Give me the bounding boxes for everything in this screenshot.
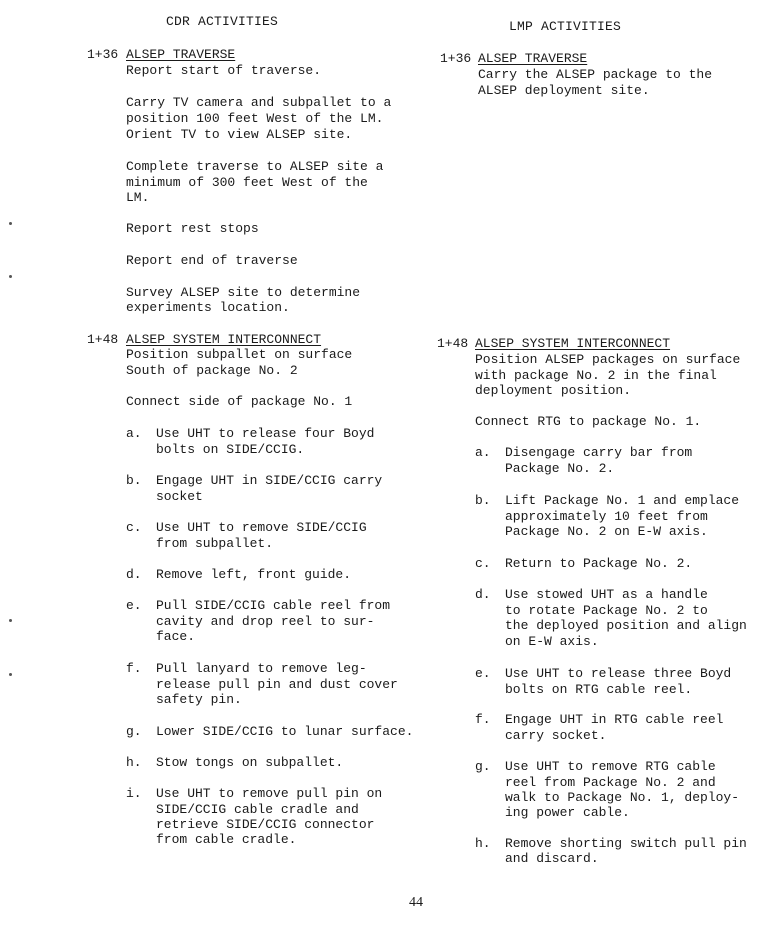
lmp-step-text: Engage UHT in RTG cable reel — [505, 712, 724, 727]
cdr-traverse-line: position 100 feet West of the LM. — [126, 111, 384, 126]
cdr-interconnect-time: 1+48 — [87, 332, 119, 347]
cdr-step-label: g. — [126, 724, 142, 739]
cdr-interconnect-line: South of package No. 2 — [126, 363, 298, 378]
lmp-step-label: h. — [475, 836, 491, 851]
cdr-step-text: Remove left, front guide. — [156, 567, 352, 582]
cdr-step-text: face. — [156, 629, 196, 644]
cdr-activities-header: CDR ACTIVITIES — [166, 14, 279, 29]
cdr-traverse-line: Survey ALSEP site to determine — [126, 285, 361, 300]
lmp-step-text: Use stowed UHT as a handle — [505, 587, 708, 602]
cdr-step-label: f. — [126, 661, 142, 676]
cdr-traverse-line: Carry TV camera and subpallet to a — [126, 95, 392, 110]
lmp-traverse-line: ALSEP deployment site. — [478, 83, 650, 98]
lmp-step-text: carry socket. — [505, 728, 607, 743]
cdr-traverse-line: experiments location. — [126, 300, 290, 315]
cdr-step-text: Use UHT to remove pull pin on — [156, 786, 383, 801]
cdr-step-label: d. — [126, 567, 142, 582]
cdr-step-text: SIDE/CCIG cable cradle and — [156, 802, 359, 817]
cdr-step-text: release pull pin and dust cover — [156, 677, 398, 692]
lmp-step-label: d. — [475, 587, 491, 602]
scan-mark — [9, 275, 12, 278]
lmp-step-text: on E-W axis. — [505, 634, 599, 649]
cdr-interconnect-line: Position subpallet on surface — [126, 347, 353, 362]
cdr-step-text: safety pin. — [156, 692, 242, 707]
lmp-activities-header: LMP ACTIVITIES — [509, 19, 622, 34]
cdr-step-text: bolts on SIDE/CCIG. — [156, 442, 305, 457]
cdr-step-text: cavity and drop reel to sur- — [156, 614, 375, 629]
lmp-step-text: Disengage carry bar from — [505, 445, 693, 460]
lmp-step-text: Return to Package No. 2. — [505, 556, 693, 571]
lmp-interconnect-line: Position ALSEP packages on surface — [475, 352, 741, 367]
lmp-step-text: bolts on RTG cable reel. — [505, 682, 693, 697]
cdr-step-text: Engage UHT in SIDE/CCIG carry — [156, 473, 383, 488]
lmp-interconnect-line: deployment position. — [475, 383, 632, 398]
lmp-interconnect-line: with package No. 2 in the final — [475, 368, 717, 383]
cdr-step-text: from subpallet. — [156, 536, 274, 551]
page-number: 44 — [409, 895, 423, 910]
lmp-interconnect-time: 1+48 — [437, 336, 469, 351]
lmp-step-text: Package No. 2. — [505, 461, 615, 476]
lmp-interconnect-title: ALSEP SYSTEM INTERCONNECT — [475, 336, 671, 351]
lmp-step-label: g. — [475, 759, 491, 774]
lmp-step-label: e. — [475, 666, 491, 681]
cdr-step-text: Use UHT to remove SIDE/CCIG — [156, 520, 367, 535]
lmp-traverse-time: 1+36 — [440, 51, 472, 66]
cdr-step-label: e. — [126, 598, 142, 613]
lmp-step-label: f. — [475, 712, 491, 727]
cdr-step-text: retrieve SIDE/CCIG connector — [156, 817, 375, 832]
cdr-step-text: socket — [156, 489, 203, 504]
lmp-step-text: Package No. 2 on E-W axis. — [505, 524, 708, 539]
cdr-step-label: h. — [126, 755, 142, 770]
cdr-step-text: Pull SIDE/CCIG cable reel from — [156, 598, 391, 613]
cdr-step-label: b. — [126, 473, 142, 488]
cdr-traverse-line: Orient TV to view ALSEP site. — [126, 127, 353, 142]
cdr-traverse-time: 1+36 — [87, 47, 119, 62]
cdr-traverse-line: Report rest stops — [126, 221, 259, 236]
cdr-step-text: Use UHT to release four Boyd — [156, 426, 375, 441]
lmp-step-text: Lift Package No. 1 and emplace — [505, 493, 740, 508]
lmp-step-text: to rotate Package No. 2 to — [505, 603, 708, 618]
lmp-step-text: ing power cable. — [505, 805, 630, 820]
lmp-step-label: b. — [475, 493, 491, 508]
cdr-step-text: from cable cradle. — [156, 832, 297, 847]
lmp-step-text: approximately 10 feet from — [505, 509, 708, 524]
cdr-traverse-line: Report start of traverse. — [126, 63, 322, 78]
lmp-step-text: reel from Package No. 2 and — [505, 775, 716, 790]
cdr-step-label: c. — [126, 520, 142, 535]
lmp-step-text: the deployed position and align — [505, 618, 747, 633]
cdr-traverse-line: Report end of traverse — [126, 253, 298, 268]
lmp-step-text: Use UHT to release three Boyd — [505, 666, 732, 681]
lmp-step-text: and discard. — [505, 851, 599, 866]
scan-mark — [9, 222, 12, 225]
lmp-traverse-line: Carry the ALSEP package to the — [478, 67, 713, 82]
lmp-step-label: a. — [475, 445, 491, 460]
lmp-traverse-title: ALSEP TRAVERSE — [478, 51, 588, 66]
cdr-interconnect-line: Connect side of package No. 1 — [126, 394, 353, 409]
lmp-step-text: Remove shorting switch pull pin — [505, 836, 747, 851]
cdr-step-label: a. — [126, 426, 142, 441]
cdr-step-text: Lower SIDE/CCIG to lunar surface. — [156, 724, 414, 739]
lmp-step-label: c. — [475, 556, 491, 571]
cdr-traverse-line: minimum of 300 feet West of the — [126, 175, 368, 190]
cdr-traverse-line: LM. — [126, 190, 150, 205]
scan-mark — [9, 619, 12, 622]
lmp-step-text: walk to Package No. 1, deploy- — [505, 790, 740, 805]
lmp-interconnect-line: Connect RTG to package No. 1. — [475, 414, 702, 429]
cdr-traverse-line: Complete traverse to ALSEP site a — [126, 159, 384, 174]
cdr-interconnect-title: ALSEP SYSTEM INTERCONNECT — [126, 332, 322, 347]
lmp-step-text: Use UHT to remove RTG cable — [505, 759, 716, 774]
cdr-step-text: Pull lanyard to remove leg- — [156, 661, 367, 676]
cdr-step-label: i. — [126, 786, 142, 801]
cdr-step-text: Stow tongs on subpallet. — [156, 755, 344, 770]
cdr-traverse-title: ALSEP TRAVERSE — [126, 47, 236, 62]
scan-mark — [9, 673, 12, 676]
